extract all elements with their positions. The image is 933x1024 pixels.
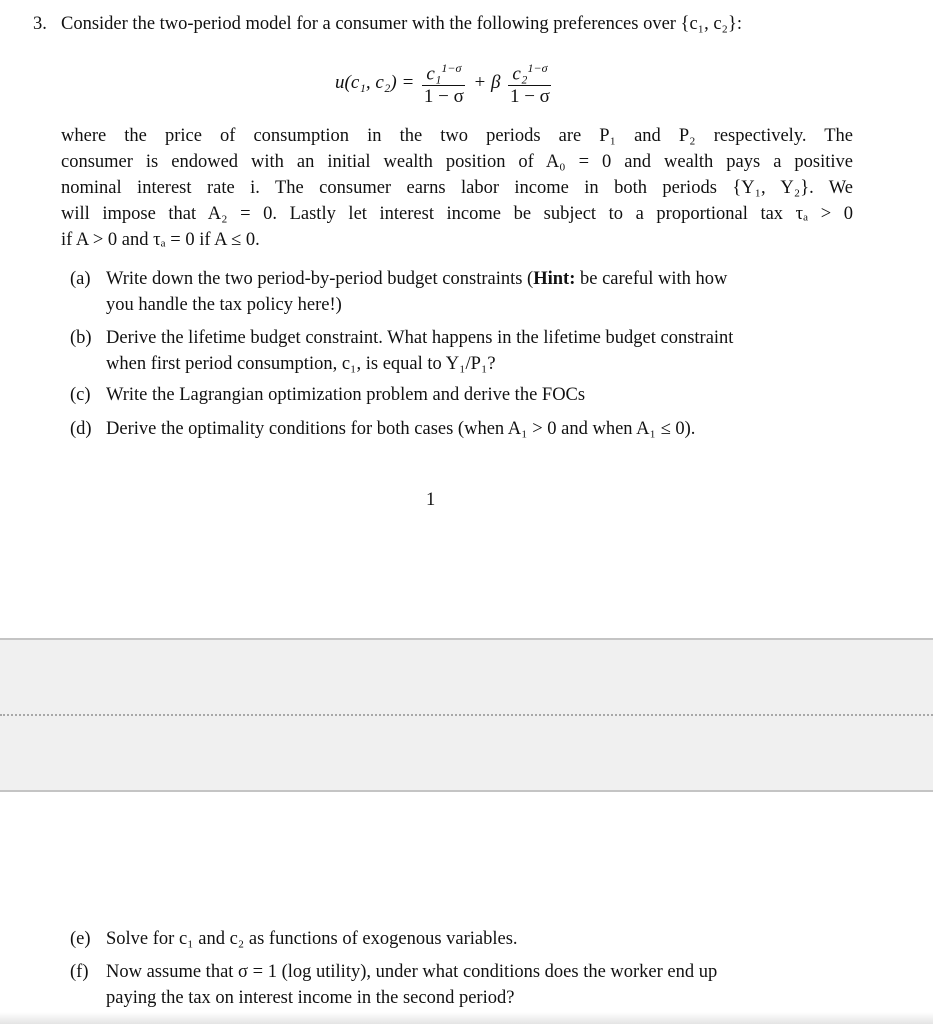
term2-exponent: 1−σ <box>527 61 548 75</box>
part-a-text <box>106 268 727 290</box>
problem-number: 3. <box>33 14 47 34</box>
part-a-line: you handle the tax policy here!) <box>106 295 342 315</box>
bottom-shadow <box>0 1012 933 1024</box>
page-break-dashed-line <box>0 714 933 716</box>
part-b-line: when first period consumption, c₁, is equal to Y₁/P₁? <box>106 354 496 374</box>
term1-exponent: 1−σ <box>441 61 462 75</box>
part-b-label: (b) <box>70 328 92 348</box>
page-number: 1 <box>426 490 436 510</box>
part-d-line: Derive the optimality conditions for both cases (when A₁ > 0 and when A₁ ≤ 0). <box>106 419 696 439</box>
term1-denominator: 1 − σ <box>423 86 464 108</box>
part-e-line: Solve for c₁ and c₂ as functions of exogenous variables. <box>106 929 518 949</box>
paragraph-line: where the price of consumption in the two periods are P₁ and P₂ respectively. The <box>61 126 853 146</box>
part-d-label: (d) <box>70 419 92 439</box>
paragraph-line: will impose that A₂ = 0. Lastly let interest income be subject to a proportional tax τₐ > 0 <box>61 204 853 224</box>
page-break-separator <box>0 638 933 792</box>
part-c-line: Write the Lagrangian optimization problem and derive the FOCs <box>106 385 586 405</box>
fraction-2 <box>508 58 551 108</box>
fraction-1 <box>422 58 465 108</box>
paragraph-line: consumer is endowed with an initial wealth position of A₀ = 0 and wealth pays a positive <box>61 152 853 172</box>
part-a-line: be careful with how <box>575 269 728 289</box>
paragraph-line: if A > 0 and τₐ = 0 if A ≤ 0. <box>61 230 260 250</box>
part-f-line: paying the tax on interest income in the second period? <box>106 988 515 1008</box>
part-f-label: (f) <box>70 962 89 982</box>
formula-lhs: u(c₁, c₂) = <box>335 72 415 94</box>
part-b-line: Derive the lifetime budget constraint. What happens in the lifetime budget constraint <box>106 328 734 348</box>
part-a-label: (a) <box>70 269 91 289</box>
term2-denominator: 1 − σ <box>509 86 550 108</box>
part-c-label: (c) <box>70 385 91 405</box>
paragraph-line: nominal interest rate i. The consumer earns labor income in both periods {Y₁, Y₂}. We <box>61 178 853 198</box>
term2-numerator: c₂ <box>512 63 528 85</box>
part-e-label: (e) <box>70 929 91 949</box>
utility-formula <box>335 58 553 108</box>
part-a-line: Write down the two period-by-period budget constraints ( <box>106 269 534 289</box>
problem-intro: Consider the two-period model for a consumer with the following preferences over {c₁, c₂}: <box>61 14 743 34</box>
term1-numerator: c₁ <box>426 63 442 85</box>
part-f-line: Now assume that σ = 1 (log utility), under what conditions does the worker end up <box>106 962 718 982</box>
formula-plus-beta: + β <box>473 72 501 94</box>
hint-label: Hint: <box>533 269 576 289</box>
